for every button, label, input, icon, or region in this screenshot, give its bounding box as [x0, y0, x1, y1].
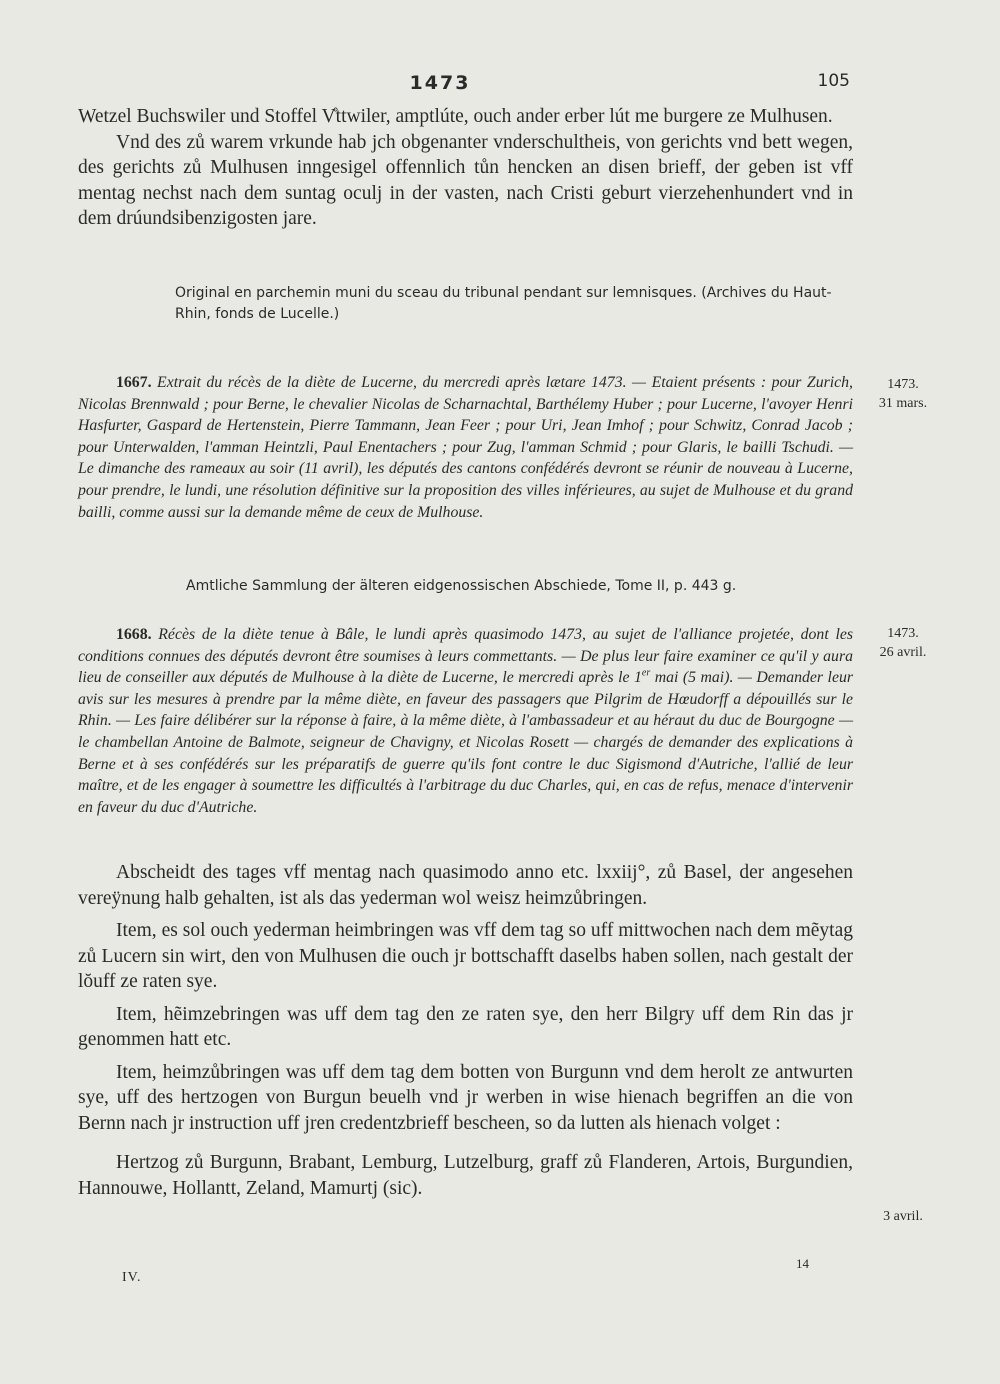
margin-date: 26 avril. [879, 645, 927, 660]
paragraph: Hertzog zů Burgunn, Brabant, Lemburg, Lutzelburg, graff zů Flanderen, Artois, Burgundien, Hannouwe, Hollantt, Zeland, Mamurtj (sic). [78, 1152, 853, 1199]
entry-summary-cont: mai (5 mai). — Demander leur avis sur les mesures à prendre par la même diète, en faveur des passagers que Pilgrim de Hœudorff a dépouillés sur le Rhin. — Les faire délibérer sur la réponse à faire, à la même diète, à l'ambassadeur et au héraut du duc de Bourgogne — le chambellan Antoine de Balmote, seigneur de Chavigny, et Nicolas Rosett — chargés de demander des explications à Berne et à ses confédérés sur les préparatifs de guerre qu'ils font contre le duc Sigismond d'Autriche, l'allié de leur maître, et de les engager à soumettre les difficultés à l'arbitrage du duc Charles, qui, en cas de refus, menace d'intervenir en faveur du duc d'Autriche. [78, 669, 853, 816]
margin-date: 3 avril. [883, 1209, 923, 1224]
volume-signature: IV. [122, 1270, 142, 1285]
entry-number: 1668. [116, 626, 152, 643]
entry-summary: Récès de la diète tenue à Bâle, le lundi après quasimodo 1473, au sujet de l'alliance projetée, dont les conditions connues des députés devront être soumises à leurs commettants. — De plus leur faire examiner ce qu'il y aura lieu de conseiller aux députés de Mulhouse à la diète de Lucerne, le mercredi après le 1 [78, 626, 853, 687]
source-note [175, 283, 855, 325]
paragraph: Item, heimzůbringen was uff dem tag dem botten von Burgunn vnd dem herolt ze antwurten sye, uff des hertzogen von Burgun beuelh vnd jr werben in wise hienach begriffen an die von Bernn nach jr instruction uff jren credentzbrieff bescheen, so da lutten als hienach volget : [78, 1061, 853, 1134]
source-text: Original en parchemin muni du sceau du tribunal pendant sur lemnisques. (Archives du Haut-Rhin, fonds de Lucelle.) [175, 285, 832, 322]
margin-note-last [862, 1207, 944, 1226]
source-note-1667 [186, 576, 846, 597]
paragraph: Vnd des zů warem vrkunde hab jch obgenanter vnderschultheis, von gerichts vnd bett wegen, des gerichts zů Mulhusen inngesigel offennlich tůn hencken an disen brieff, der geben ist vff mentag nechst nach dem suntag oculj in der vasten, nach Cristi geburt vierzehenhundert vnd in dem drúundsibenzigosten jare. [78, 131, 853, 229]
margin-note-1668 [862, 624, 944, 662]
paragraph: Item, es sol ouch yederman heimbringen was vff dem tag so uff mittwochen nach dem mẽytag zů Lucern sin wirt, den von Mulhusen die ouch jr bottschafft daselbs haben sollen, nach gestalt der lŏuff ze raten sye. [78, 920, 853, 992]
source-text: Amtliche Sammlung der älteren eidgenossischen Abschiede, Tome II, p. 443 g. [186, 578, 737, 594]
sheet-signature: 14 [796, 1256, 809, 1271]
margin-note-1667 [862, 375, 944, 413]
paragraph: Wetzel Buchswiler und Stoffel V̊ttwiler, amptlúte, ouch ander erber lút me burgere ze Mulhusen. [78, 106, 833, 127]
margin-year: 1473. [887, 626, 919, 641]
continuation-text [78, 104, 853, 232]
margin-year: 1473. [887, 377, 919, 392]
margin-date: 31 mars. [878, 396, 928, 411]
entry-1668 [78, 624, 853, 818]
superscript: er [641, 667, 651, 679]
entry-1668-text [78, 860, 853, 1201]
entry-number: 1667. [116, 374, 152, 391]
paragraph: Item, hẽimzebringen was uff dem tag den ze raten sye, den herr Bilgry uff dem Rin das jr genommen hatt etc. [78, 1003, 853, 1050]
page-number: 105 [817, 71, 850, 91]
paragraph: Abscheidt des tages vff mentag nach quasimodo anno etc. lxxiij°, zů Basel, der angesehen vereÿnung halb gehalten, ist als das yederman wol weisz heimzůbringen. [78, 862, 853, 909]
running-head-year: 1473 [409, 72, 471, 94]
entry-summary: Extrait du récès de la diète de Lucerne, du mercredi après lætare 1473. — Etaient présents : pour Zurich, Nicolas Brennwald ; pour Berne, le chevalier Nicolas de Scharnachtal, Barthélemy Huber ; pour Lucerne, l'avoyer Henri Hasfurter, Gaspard de Hertenstein, Pierre Tammann, Jean Feer ; pour Uri, Jean Imhof ; pour Schwitz, Conrad Jacob ; pour Unterwalden, l'amman Heintzli, Paul Enentachers ; pour Zug, l'amman Schmid ; pour Glaris, le bailli Tschudi. — Le dimanche des rameaux au soir (11 avril), les députés des cantons confédérés devront se réunir de nouveau à Lucerne, pour prendre, le lundi, une résolution définitive sur la proposition des villes inférieures, au sujet de Mulhouse et du grand bailli, comme aussi sur la demande même de ceux de Mulhouse. [78, 374, 853, 521]
entry-1667 [78, 372, 853, 523]
